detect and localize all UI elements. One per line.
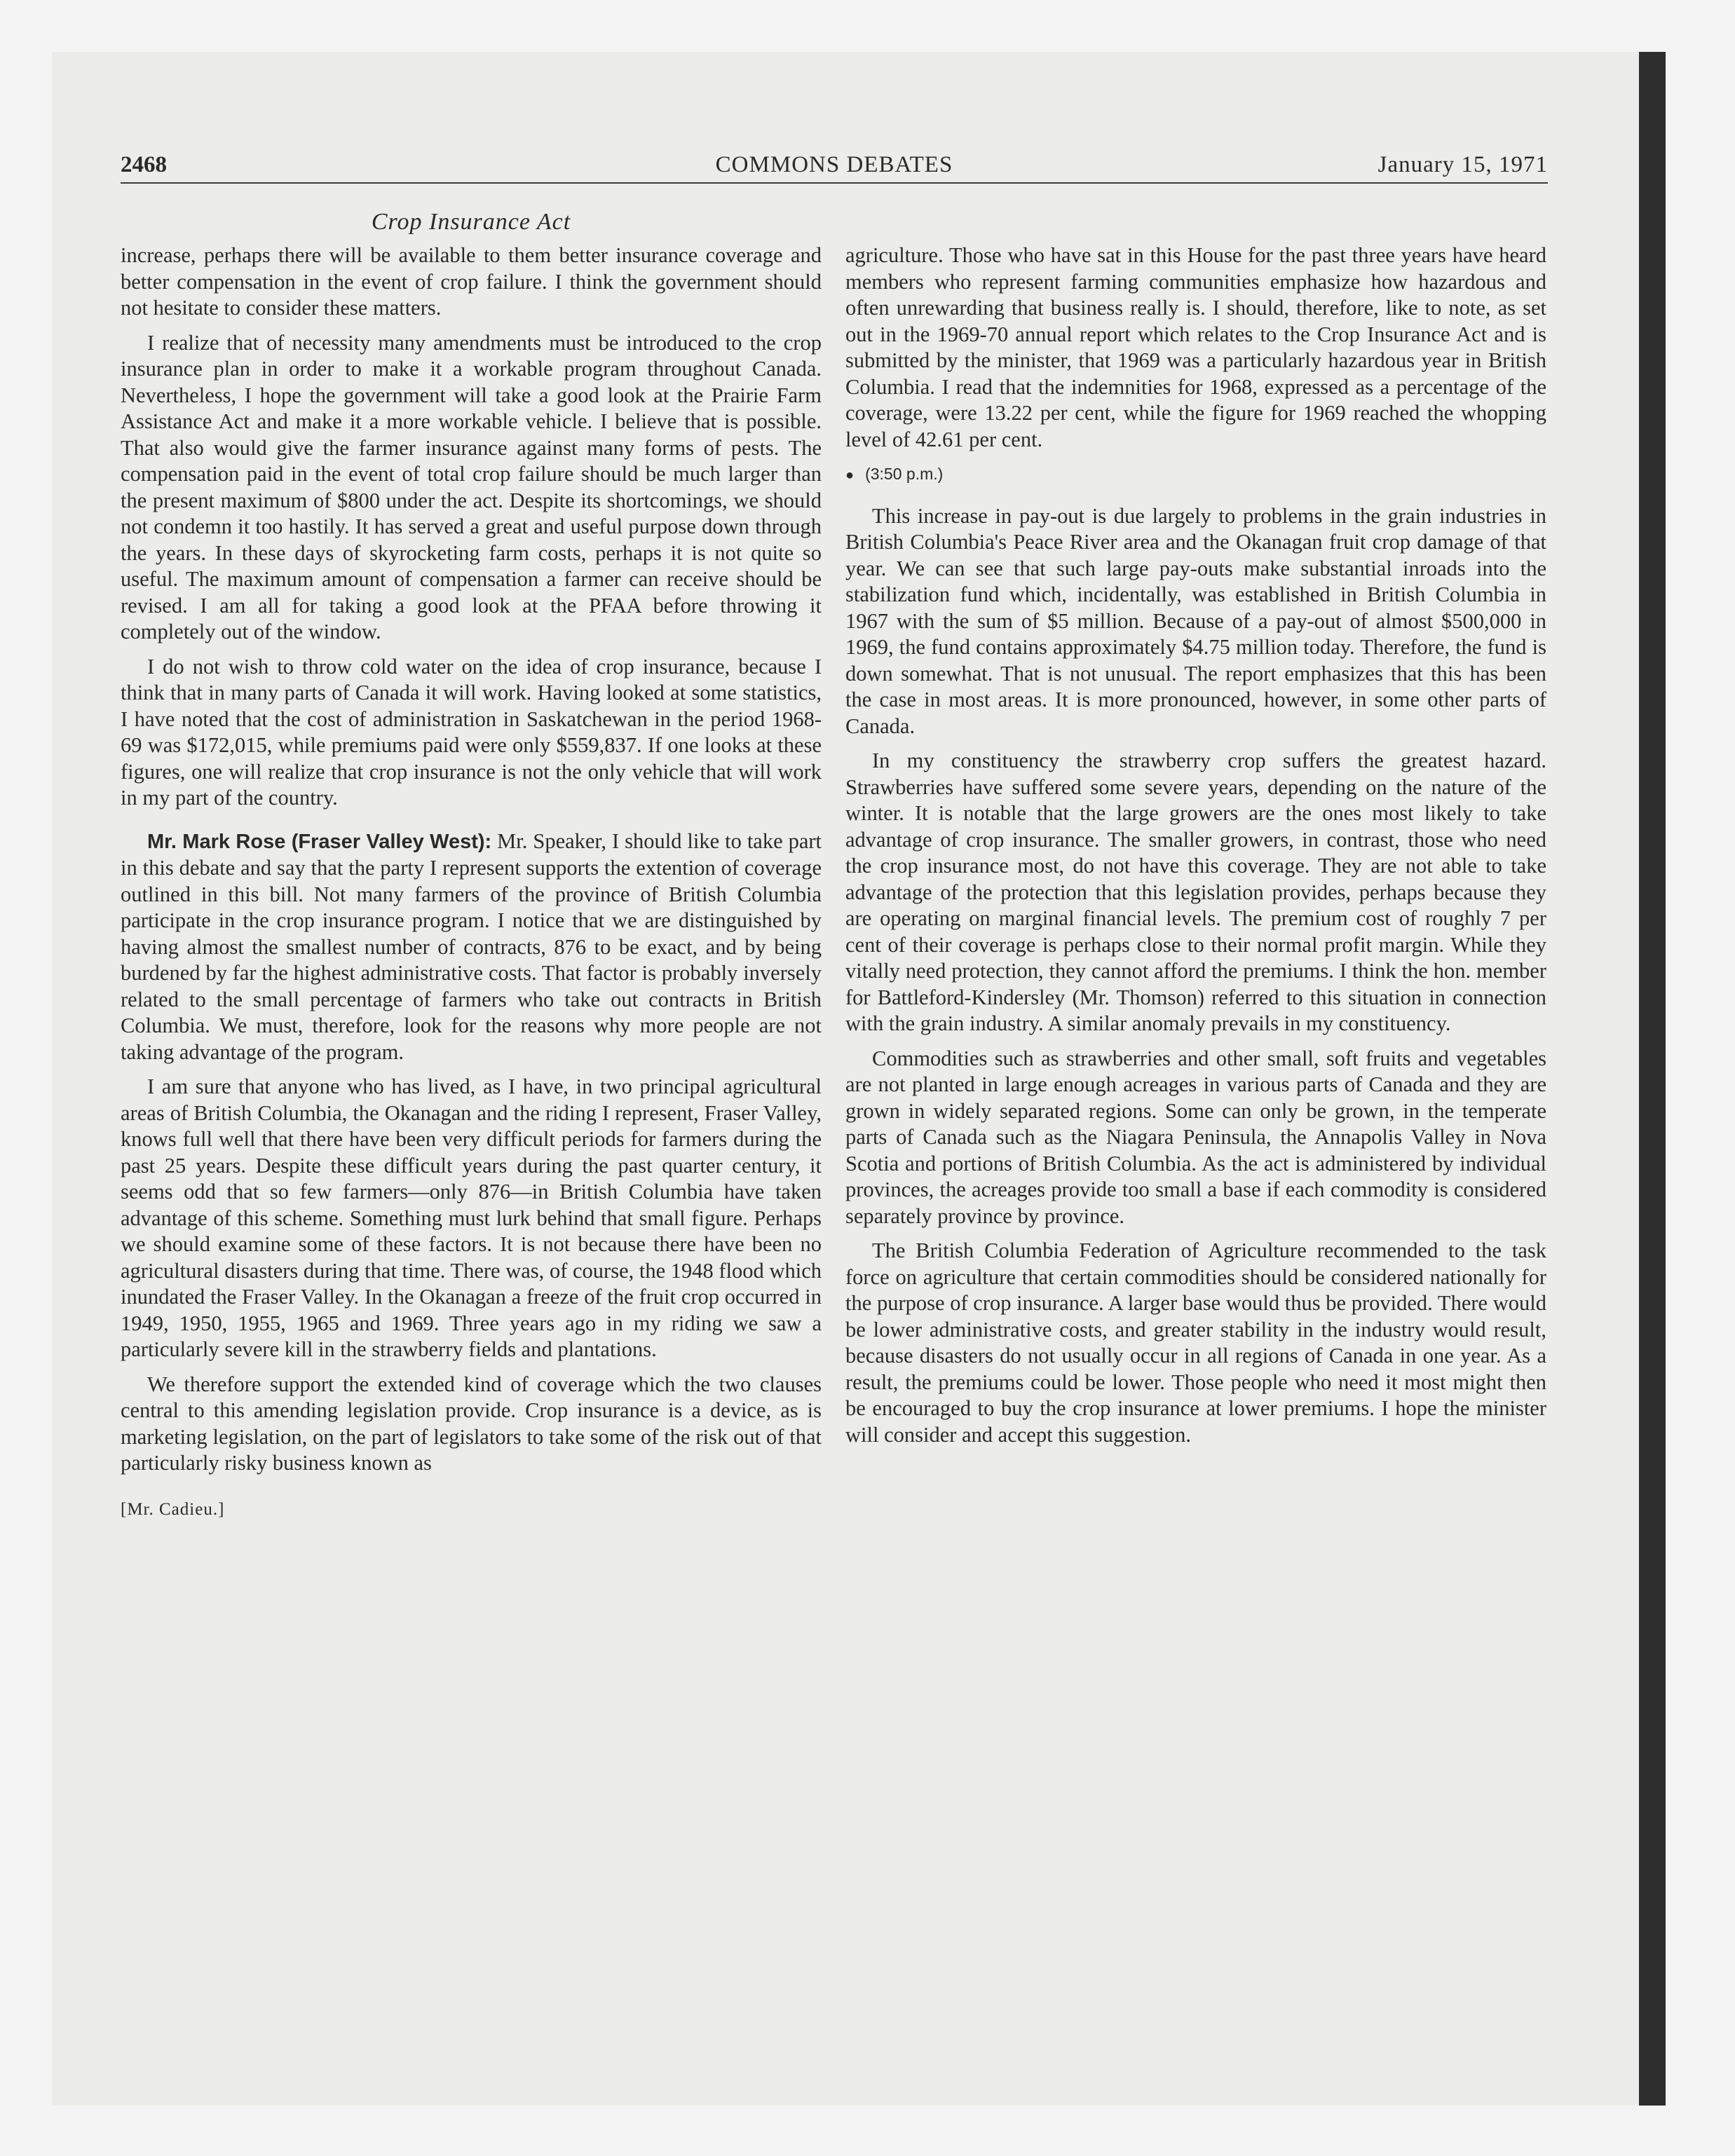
paragraph: The British Columbia Federation of Agriculture recommended to the task force on agriculture that certain commodities should be considered nationally for the purpose of crop insurance. A larger base would thus be provided. There would be lower administrative costs, and greater stability in the industry would result, because disasters do not usually occur in all regions of Canada in one year. As a result, the premiums could be lower. Those people who need it most might then be encouraged to buy the crop insurance at lower premiums. I hope the minister will consider and accept this suggestion. (845, 1239, 1546, 1447)
paragraph: I realize that of necessity many amendments must be introduced to the crop insurance plan in order to make it a workable program throughout Canada. Nevertheless, I hope the government will take a good look at the Prairie Farm Assistance Act and make it a more workable vehicle. I believe that is possible. That also would give the farmer insurance against many forms of pests. The compensation paid in the event of total crop failure should be much larger than the present maximum of $800 under the act. Despite its shortcomings, we should not condemn it too hastily. It has served a great and useful purpose down through the years. In these days of skyrocketing farm costs, perhaps it is not quite so useful. The maximum amount of compensation a farmer can receive should be revised. I am all for taking a good look at the PFAA before throwing it completely out of the window. (121, 330, 822, 643)
time-marker (845, 461, 1546, 489)
paragraph: This increase in pay-out is due largely to problems in the grain industries in British Columbia's Peace River area and the Okanagan fruit crop damage of that year. We can see that such large pay-outs make substantial inroads into the stabilization fund which, incidentally, was established in British Columbia in 1967 with the sum of $5 million. Because of a pay-out of almost $500,000 in 1969, the fund contains approximately $4.75 million today. Therefore, the fund is down somewhat. That is not unusual. The report emphasizes that this has been the case in most areas. It is more pronounced, however, in some other parts of Canada. (845, 503, 1546, 738)
paragraph: We therefore support the extended kind of coverage which the two clauses central to this amending legislation provide. Crop insurance is a device, as is marketing legislation, on the part of legislators to take some of the risk out of that particularly risky business known as (121, 1372, 822, 1475)
speech-text: Mr. Speaker, I should like to take part in this debate and say that the party I represent supports the extention of coverage outlined in this bill. Not many farmers of the province of British Columbia participate in the crop insurance program. I notice that we are distinguished by having almost the smallest number of contracts, 876 to be exact, and by being burdened by far the highest administrative costs. That factor is probably inversely related to the small percentage of farmers who take out contracts in British Columbia. We must, therefore, look for the reasons why more people are not taking advantage of the program. (121, 828, 822, 1064)
page-header (121, 140, 1548, 184)
paragraph: In my constituency the strawberry crop suffers the greatest hazard. Strawberries have suffered some severe years, depending on the nature of the winter. It is notable that the large growers are the ones most likely to take advantage of crop insurance. The smaller growers, in contrast, those who need the crop insurance most, do not have this coverage. They are not able to take advantage of the protection that this legislation provides, perhaps because they are operating on marginal financial levels. The premium cost of roughly 7 per cent of their coverage is perhaps close to their normal profit margin. While they vitally need protection, they cannot afford the premiums. I think the hon. member for Battleford-Kindersley (Mr. Thomson) referred to this situation in connection with the grain industry. A similar anomaly prevails in my constituency. (845, 749, 1546, 1035)
paragraph: Commodities such as strawberries and other small, soft fruits and vegetables are not planted in large enough acreages in various parts of Canada and they are grown in widely separated regions. Some can only be grown, in the temperate parts of Canada such as the Niagara Peninsula, the Annapolis Valley in Nova Scotia and portions of British Columbia. As the act is administered by individual provinces, the acreages provide too small a base if each commodity is considered separately province by province. (845, 1046, 1546, 1228)
paragraph: agriculture. Those who have sat in this House for the past three years have heard members who represent farming communities emphasize how hazardous and often unrewarding that business really is. I should, therefore, like to note, as set out in the 1969-70 annual report which relates to the Crop Insurance Act and is submitted by the minister, that 1969 was a particularly hazardous year in British Columbia. I read that the indemnities for 1968, expressed as a percentage of the coverage, were 13.22 per cent, while the figure for 1969 reached the whopping level of 42.61 per cent. (845, 243, 1546, 451)
paragraph: I do not wish to throw cold water on the idea of crop insurance, because I think that in many parts of Canada it will work. Having looked at some statistics, I have noted that the cost of administration in Saskatchewan in the period 1968-69 was $172,015, while premiums paid were only $559,837. If one looks at these figures, one will realize that crop insurance is not the only vehicle that will work in my part of the country. (121, 654, 822, 810)
publication-title: COMMONS DEBATES (715, 152, 953, 177)
publication-date: January 15, 1971 (1377, 152, 1548, 177)
left-column (121, 243, 822, 1522)
speech-paragraph (121, 828, 822, 1066)
paragraph: I am sure that anyone who has lived, as I have, in two principal agricultural areas of British Columbia, the Okanagan and the riding I represent, Fraser Valley, knows full well that there have been very difficult periods for farmers during the past 25 years. Despite these difficult years during the past quarter century, it seems odd that so few farmers—only 876—in British Columbia have taken advantage of this scheme. Something must lurk behind that small figure. Perhaps we should examine some of these factors. It is not because there have been no agricultural disasters during that time. There was, of course, the 1948 flood which inundated the Fraser Valley. In the Okanagan a freeze of the fruit crop occurred in 1949, 1950, 1955, 1965 and 1969. Three years ago in my riding we saw a particularly severe kill in the strawberry fields and plantations. (121, 1074, 822, 1361)
running-title: Crop Insurance Act (371, 209, 571, 235)
right-column (845, 243, 1546, 1456)
bullet-icon: ● (845, 468, 855, 483)
paragraph: increase, perhaps there will be available to them better insurance coverage and better compensation in the event of crop failure. I think the government should not hesitate to consider these matters. (121, 243, 822, 320)
page-number: 2468 (121, 152, 167, 177)
speaker-attribution: [Mr. Cadieu.] (121, 1499, 225, 1519)
binding-edge (1639, 52, 1666, 2106)
time-marker-text: (3:50 p.m.) (865, 465, 944, 483)
speaker-name: Mr. Mark Rose (Fraser Valley West): (147, 830, 492, 853)
